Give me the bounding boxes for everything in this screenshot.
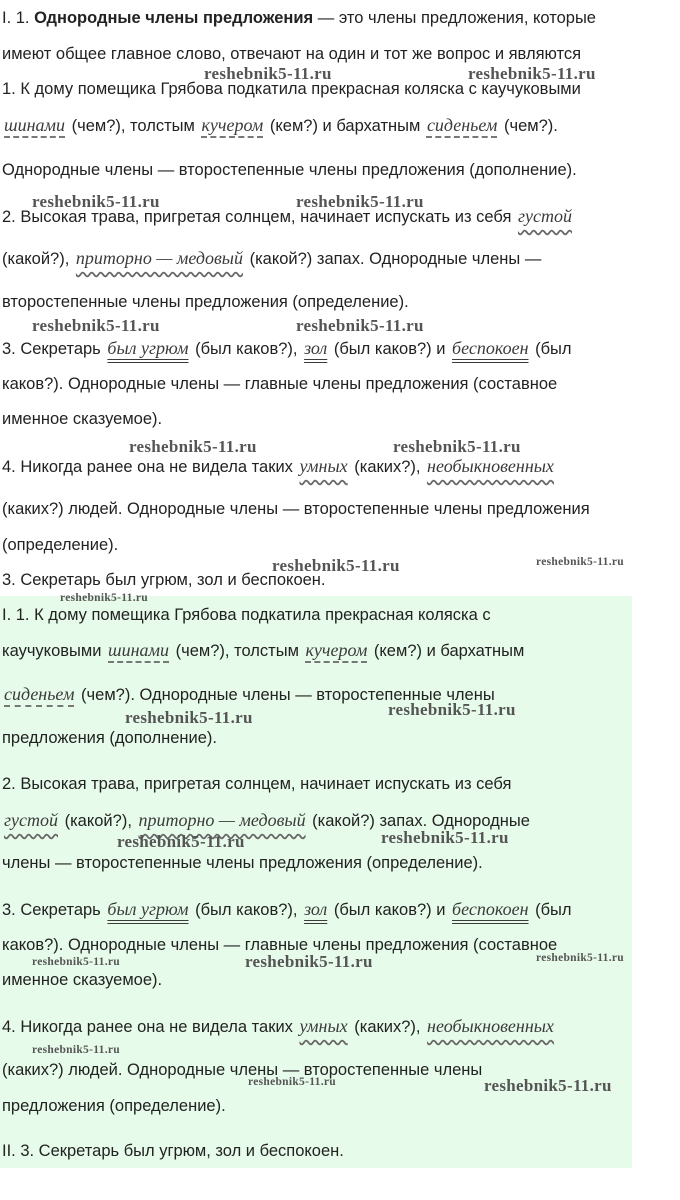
s1-line-2: шинами (чем?), толстым кучером (кем?) и бархатным сиденьем (чем?). — [4, 115, 558, 135]
box-hw-neobyknovennykh: необыкновенных — [427, 1016, 554, 1036]
watermark: reshebnik5-11.ru — [117, 832, 245, 851]
watermark: reshebnik5-11.ru — [272, 556, 400, 575]
box-s1-line-3: сиденьем (чем?). Однородные члены — второстепенные члены — [4, 684, 495, 704]
hw-neobyknovennykh: необыкновенных — [427, 456, 554, 476]
watermark: reshebnik5-11.ru — [125, 708, 253, 727]
watermark: reshebnik5-11.ru — [381, 828, 509, 847]
watermark: reshebnik5-11.ru — [536, 556, 624, 568]
intro-line-2: имеют общее главное слово, отвечают на один и тот же вопрос и являются — [2, 45, 582, 63]
box-final-answer: II. 3. Секретарь был угрюм, зол и беспокоен. — [2, 1142, 344, 1160]
s3-line-3: именное сказуемое). — [2, 410, 163, 428]
box-hw-gustoy: густой — [4, 810, 58, 830]
watermark: reshebnik5-11.ru — [536, 952, 624, 964]
s4-line-2: (каких?) людей. Однородные члены — второстепенные члены предложения — [2, 500, 590, 518]
box-s2-line-3: члены — второстепенные члены предложения (определение). — [2, 854, 483, 872]
s4-line-1: 4. Никогда ранее она не видела таких умных (каких?), необыкновенных — [2, 456, 554, 476]
watermark: reshebnik5-11.ru — [32, 316, 160, 335]
box-s1-line-2: каучуковыми шинами (чем?), толстым кучером (кем?) и бархатным — [2, 640, 525, 660]
watermark: reshebnik5-11.ru — [32, 1044, 120, 1056]
watermark: reshebnik5-11.ru — [388, 700, 516, 719]
box-s2-line-2: густой (какой?), приторно — медовый (какой?) запах. Однородные — [4, 810, 530, 830]
hw-umnykh: умных — [299, 456, 348, 476]
box-s2-line-1: 2. Высокая трава, пригретая солнцем, начинает испускать из себя — [2, 775, 512, 793]
watermark: reshebnik5-11.ru — [245, 952, 373, 971]
hw-bespokoen: беспокоен — [452, 338, 529, 358]
watermark: reshebnik5-11.ru — [32, 192, 160, 211]
s2-line-2: (какой?), приторно — медовый (какой?) запах. Однородные члены — — [2, 248, 542, 268]
watermark: reshebnik5-11.ru — [60, 592, 148, 604]
hw-sidenem: сиденьем — [426, 115, 498, 135]
box-s4-line-3: предложения (определение). — [2, 1097, 226, 1115]
hw-pritorno-medovy: приторно — медовый — [75, 248, 243, 268]
watermark: reshebnik5-11.ru — [296, 316, 424, 335]
s2-line-3: второстепенные члены предложения (определение). — [2, 293, 409, 311]
box-hw-byl-ugryum: был угрюм — [107, 899, 189, 919]
watermark: reshebnik5-11.ru — [32, 956, 120, 968]
s3-line-2: каков?). Однородные члены — главные члены предложения (составное — [2, 375, 558, 393]
box-s1-line-1: I. 1. К дому помещика Грябова подкатила прекрасная коляска с — [2, 606, 491, 624]
hw-kucherom: кучером — [201, 115, 264, 135]
box-s1-line-4: предложения (дополнение). — [2, 729, 217, 747]
hw-zol: зол — [304, 338, 328, 358]
box-s4-line-2: (каких?) людей. Однородные члены — второстепенные члены — [2, 1061, 483, 1079]
s2-line-1: 2. Высокая трава, пригретая солнцем, начинает испускать из себя густой — [2, 206, 572, 226]
box-hw-kucherom: кучером — [305, 640, 368, 660]
watermark: reshebnik5-11.ru — [296, 192, 424, 211]
s3-line-1: 3. Секретарь был угрюм (был каков?), зол (был каков?) и беспокоен (был — [2, 338, 572, 358]
box-hw-umnykh: умных — [299, 1016, 348, 1036]
hw-gustoy: густой — [517, 206, 572, 226]
intro-line-1: I. 1. Однородные члены предложения — это члены предложения, которые — [2, 9, 596, 27]
watermark: reshebnik5-11.ru — [393, 437, 521, 456]
box-hw-zol: зол — [304, 899, 328, 919]
box-s3-line-3: именное сказуемое). — [2, 971, 163, 989]
watermark: reshebnik5-11.ru — [129, 437, 257, 456]
box-hw-sidenem: сиденьем — [4, 684, 75, 704]
box-hw-shinami: шинами — [108, 640, 170, 660]
box-s3-line-2: каков?). Однородные члены — главные члены предложения (составное — [2, 936, 558, 954]
box-hw-bespokoen: беспокоен — [452, 899, 529, 919]
watermark: reshebnik5-11.ru — [484, 1076, 612, 1095]
s1-line-3: Однородные члены — второстепенные члены предложения (дополнение). — [2, 161, 577, 179]
s1-line-1: 1. К дому помещика Грябова подкатила прекрасная коляска с каучуковыми — [2, 80, 581, 98]
final-answer: 3. Секретарь был угрюм, зол и беспокоен. — [2, 571, 326, 589]
term-heading: Однородные члены предложения — [34, 9, 314, 27]
hw-byl-ugryum: был угрюм — [107, 338, 189, 358]
box-s4-line-1: 4. Никогда ранее она не видела таких умных (каких?), необыкновенных — [2, 1016, 554, 1036]
s4-line-3: (определение). — [2, 536, 119, 554]
watermark: reshebnik5-11.ru — [248, 1076, 336, 1088]
box-s3-line-1: 3. Секретарь был угрюм (был каков?), зол (был каков?) и беспокоен (был — [2, 899, 572, 919]
hw-shinami: шинами — [4, 115, 66, 135]
box-hw-pritorno-medovy: приторно — медовый — [138, 810, 306, 830]
watermark: reshebnik5-11.ru — [468, 64, 596, 83]
watermark: reshebnik5-11.ru — [204, 64, 332, 83]
